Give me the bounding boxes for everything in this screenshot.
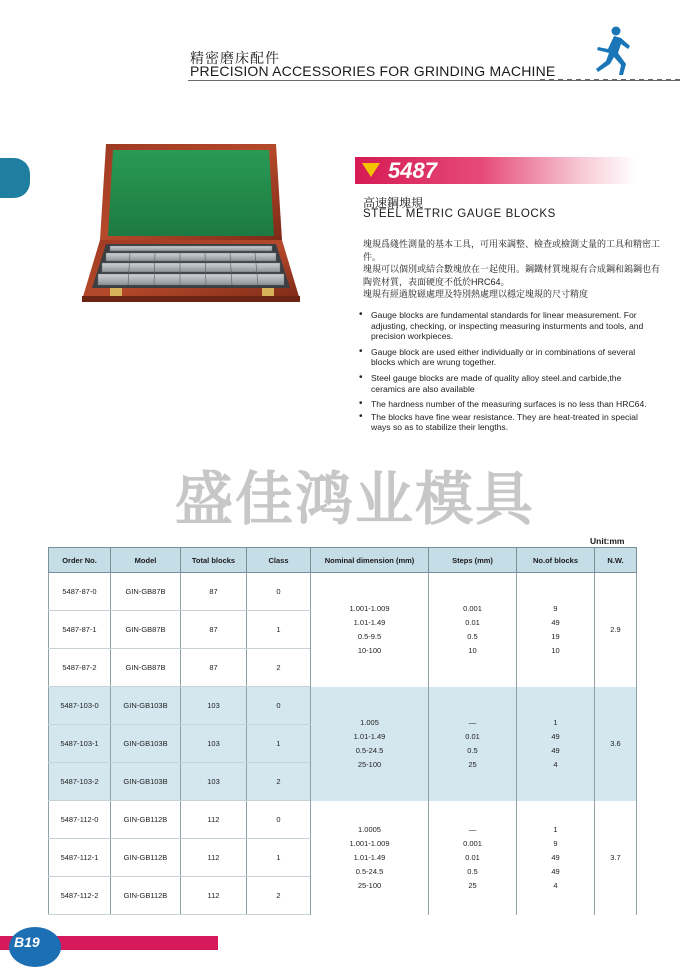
dim-value: 0.5-24.5: [355, 746, 384, 755]
block-count: 19: [551, 632, 560, 642]
spec-table: [48, 547, 637, 915]
step-value: —: [468, 825, 477, 834]
step-value: 0.01: [465, 732, 480, 741]
cell-total: 112: [181, 839, 247, 877]
description-line: 塊規有經過脫磁處理及特別熱處理以穩定塊規的尺寸精度: [363, 289, 589, 299]
feature-item: • The hardness number of the measuring surfaces is no less than HRC64.: [358, 399, 658, 410]
description-line: 塊規爲綫性測量的基本工具，可用來調整、檢查或檢測丈量的工具和精密工件。: [363, 239, 661, 262]
col-header-no-of-blocks: No.of blocks: [517, 548, 595, 573]
cell-order: 5487-87-1: [49, 611, 111, 649]
col-header-class: Class: [247, 548, 311, 573]
unit-label: Unit:mm: [590, 536, 625, 546]
step-value: 0.5: [467, 746, 478, 755]
block-count: 49: [551, 732, 560, 741]
dim-value: 0.5-24.5: [355, 867, 384, 876]
gauge-block-case-image: [80, 140, 302, 310]
cell-order: 5487-112-1: [49, 839, 111, 877]
feature-item: • Gauge block are used either individually or in combinations of several blocks which are wrung together.: [358, 347, 658, 368]
cell-class: 1: [247, 725, 311, 763]
cell-total: 112: [181, 801, 247, 839]
col-header-total-blocks: Total blocks: [181, 548, 247, 573]
cell-model: GIN-GB112B: [111, 801, 181, 839]
dim-value: 1.01-1.49: [353, 732, 386, 741]
table-group-103: [49, 687, 637, 801]
dim-value: 1.01-1.49: [353, 618, 386, 628]
description-line: 塊規可以個別或結合數塊放在一起使用。鋼鐵材質塊規有合成鋼和鎢鋼也有陶瓷材質，表面硬度不低於HRC64。: [363, 264, 661, 287]
cell-model: GIN-GB112B: [111, 877, 181, 915]
table-row: [49, 687, 637, 725]
block-count: 1: [553, 718, 558, 727]
cell-steps: [429, 573, 517, 687]
cell-order: 5487-103-2: [49, 763, 111, 801]
step-value: —: [468, 718, 477, 727]
dim-value: 1.001-1.009: [349, 839, 390, 848]
dim-value: 25-100: [357, 760, 382, 769]
step-value: 0.5: [467, 867, 478, 876]
cell-nw: 2.9: [595, 573, 637, 687]
cell-nw: 3.6: [595, 687, 637, 801]
cell-nw: 3.7: [595, 801, 637, 915]
cell-no-of-blocks: [517, 573, 595, 687]
cell-model: GIN-GB103B: [111, 725, 181, 763]
product-name-cn: 高速鋼塊規: [363, 196, 424, 210]
block-count: 49: [551, 618, 560, 628]
step-value: 0.001: [463, 839, 482, 848]
cell-no-of-blocks: [517, 801, 595, 915]
step-value: 0.5: [467, 632, 478, 642]
cell-model: GIN-GB112B: [111, 839, 181, 877]
block-count: 49: [551, 867, 560, 876]
cell-nominal-dimension: [311, 801, 429, 915]
cell-total: 87: [181, 611, 247, 649]
step-value: 0.01: [465, 618, 480, 628]
cell-order: 5487-87-2: [49, 649, 111, 687]
dim-value: 1.01-1.49: [353, 853, 386, 862]
cell-model: GIN-GB103B: [111, 687, 181, 725]
table-group-87: [49, 573, 637, 687]
feature-item: • The blocks have fine wear resistance. They are heat-treated in special ways so as to stabilize their lengths.: [358, 412, 658, 433]
dim-value: 1.0005: [358, 825, 381, 834]
step-value: 25: [468, 760, 477, 769]
page-number: B19: [14, 934, 40, 950]
block-count: 4: [553, 881, 558, 890]
feature-item: • Steel gauge blocks are made of quality alloy steel.and carbide,the ceramics are also available: [358, 373, 658, 394]
block-count: 4: [553, 760, 558, 769]
block-count: 49: [551, 746, 560, 755]
block-count: 1: [553, 825, 558, 834]
triangle-marker-icon: [362, 163, 380, 177]
block-count: 10: [551, 646, 560, 656]
dim-value: 0.5-9.5: [357, 632, 382, 642]
block-count: 49: [551, 853, 560, 862]
col-header-steps: Steps (mm): [429, 548, 517, 573]
product-code: 5487: [388, 158, 437, 183]
cell-class: 2: [247, 877, 311, 915]
header-title-en: PRECISION ACCESSORIES FOR GRINDING MACHINE: [190, 63, 556, 79]
feature-item: • Gauge blocks are fundamental standards for linear measurement. For adjusting, checking, or inspecting measuring insturments and tools, and precision workpieces.: [358, 310, 658, 342]
cell-total: 103: [181, 725, 247, 763]
cell-total: 112: [181, 877, 247, 915]
col-header-model: Model: [111, 548, 181, 573]
table-header-row: [49, 548, 637, 573]
cell-no-of-blocks: [517, 687, 595, 801]
dim-value: 1.001-1.009: [349, 604, 390, 614]
cell-class: 2: [247, 763, 311, 801]
product-name-en: STEEL METRIC GAUGE BLOCKS: [363, 208, 556, 220]
cell-class: 2: [247, 649, 311, 687]
cell-order: 5487-87-0: [49, 573, 111, 611]
block-count: 9: [553, 604, 558, 614]
cell-steps: [429, 801, 517, 915]
cell-steps: [429, 687, 517, 801]
dim-value: 1.005: [360, 718, 379, 727]
table-row: [49, 573, 637, 611]
cell-class: 0: [247, 687, 311, 725]
cell-model: GIN-GB87B: [111, 573, 181, 611]
side-tab-marker: [0, 158, 30, 198]
table-row: [49, 801, 637, 839]
header-dashed-line: [540, 79, 680, 81]
cell-class: 0: [247, 573, 311, 611]
cell-total: 87: [181, 573, 247, 611]
cell-order: 5487-112-2: [49, 877, 111, 915]
cell-model: GIN-GB87B: [111, 649, 181, 687]
watermark-text: 盛佳鸿业模具: [174, 465, 535, 533]
step-value: 25: [468, 881, 477, 890]
cell-nominal-dimension: [311, 573, 429, 687]
cell-total: 87: [181, 649, 247, 687]
header-title-cn: 精密磨床配件: [190, 50, 280, 66]
feature-list: [358, 310, 658, 438]
cell-order: 5487-103-0: [49, 687, 111, 725]
dim-value: 25-100: [357, 881, 382, 890]
table-group-112: [49, 801, 637, 915]
cell-order: 5487-103-1: [49, 725, 111, 763]
col-header-nominal-dimension: Nominal dimension (mm): [311, 548, 429, 573]
step-value: 0.01: [465, 853, 480, 862]
block-count: 9: [553, 839, 558, 848]
cell-model: GIN-GB103B: [111, 763, 181, 801]
cell-model: GIN-GB87B: [111, 611, 181, 649]
cell-class: 1: [247, 839, 311, 877]
step-value: 0.001: [463, 604, 482, 614]
cell-order: 5487-112-0: [49, 801, 111, 839]
cell-class: 1: [247, 611, 311, 649]
cell-total: 103: [181, 763, 247, 801]
runner-logo-icon: [588, 25, 636, 77]
cell-nominal-dimension: [311, 687, 429, 801]
col-header-order: Order No.: [49, 548, 111, 573]
dim-value: 10-100: [357, 646, 382, 656]
col-header-nw: N.W.: [595, 548, 637, 573]
step-value: 10: [468, 646, 477, 656]
product-description-cn: [363, 238, 663, 301]
cell-class: 0: [247, 801, 311, 839]
cell-total: 103: [181, 687, 247, 725]
